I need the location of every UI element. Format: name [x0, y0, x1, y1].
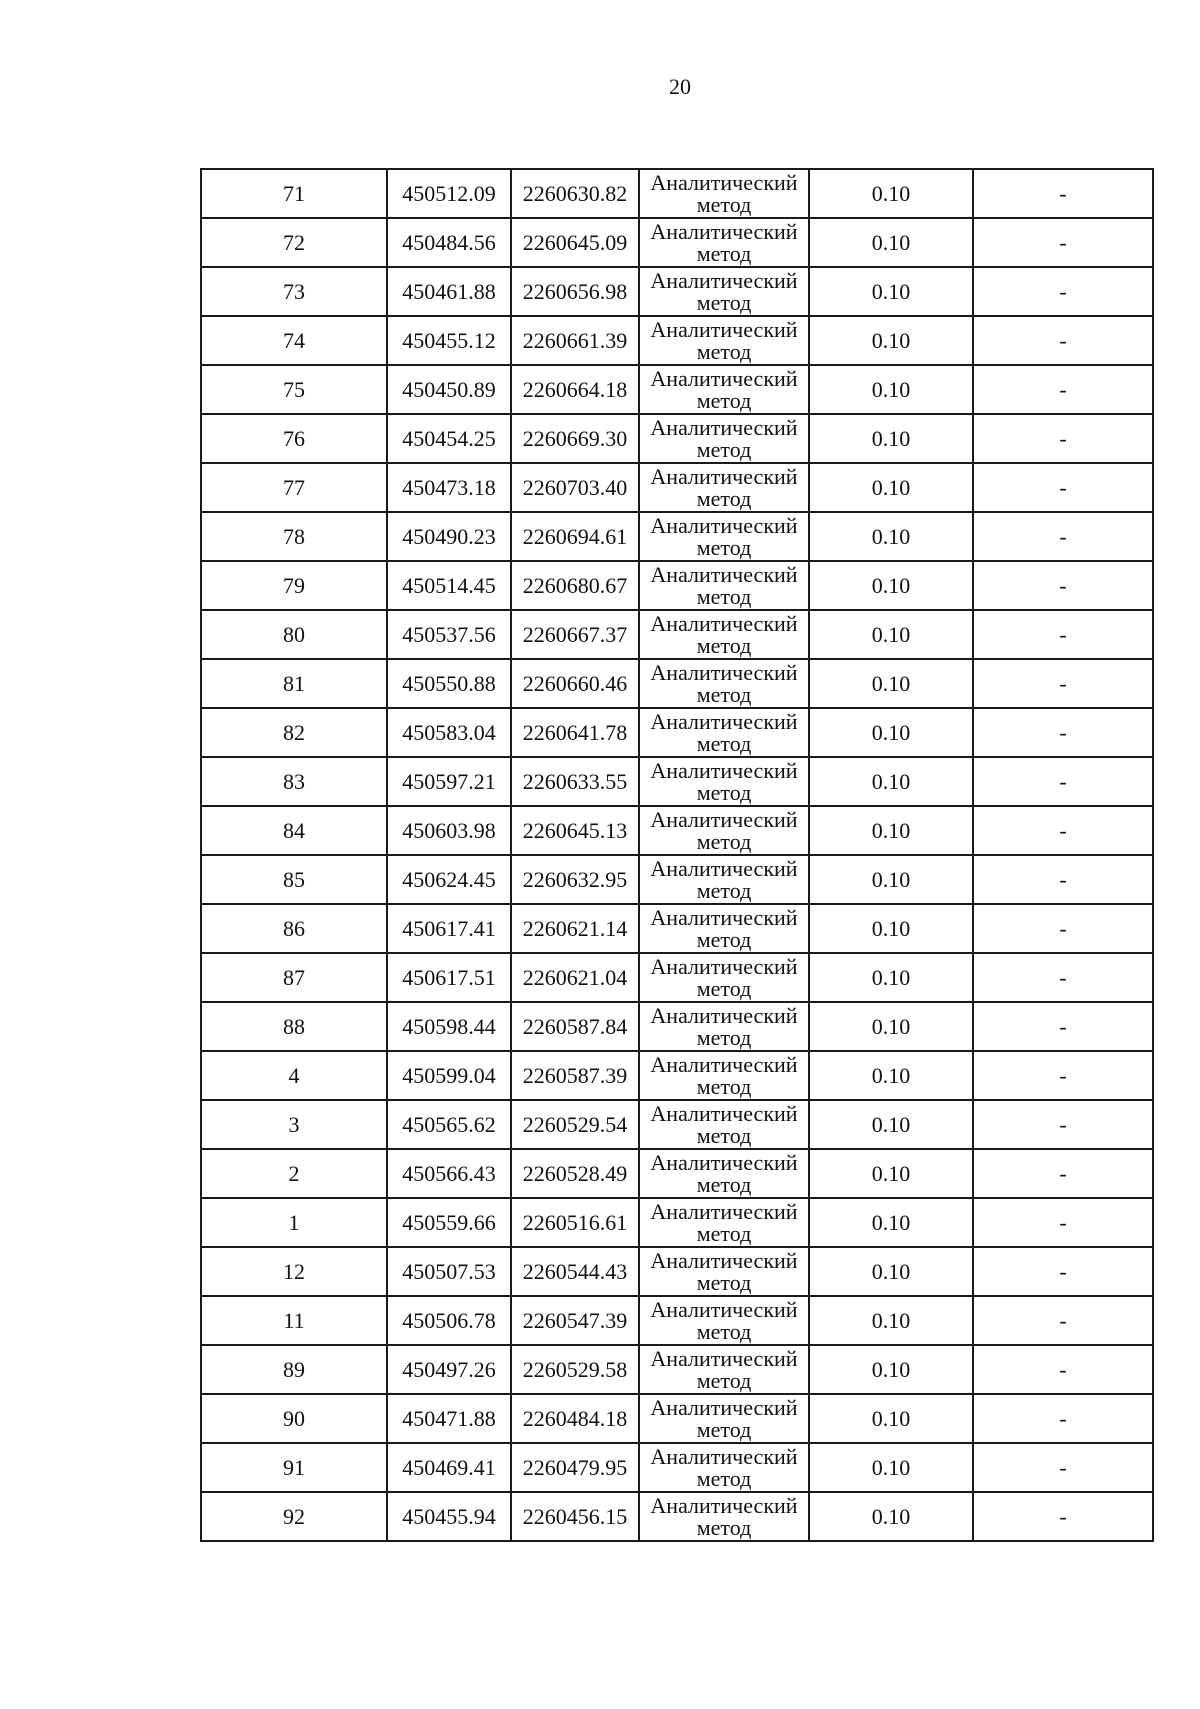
note-cell: -: [973, 659, 1153, 708]
point-number-cell: 78: [201, 512, 387, 561]
method-line-2: метод: [696, 632, 752, 658]
method-line-1: Аналитический: [650, 561, 798, 587]
x-coordinate-cell: 450624.45: [387, 855, 511, 904]
point-number-cell: 76: [201, 414, 387, 463]
table-row: [201, 1002, 1153, 1051]
accuracy-cell: 0.10: [809, 1296, 973, 1345]
x-coordinate-cell: 450512.09: [387, 169, 511, 218]
accuracy-cell: 0.10: [809, 757, 973, 806]
method-line-2: метод: [696, 1465, 752, 1491]
method-line-2: метод: [696, 1514, 752, 1540]
point-number-cell: 75: [201, 365, 387, 414]
method-cell: [639, 1198, 809, 1247]
y-coordinate-cell: 2260669.30: [511, 414, 639, 463]
y-coordinate-cell: 2260484.18: [511, 1394, 639, 1443]
method-line-1: Аналитический: [650, 1345, 798, 1371]
note-cell: -: [973, 512, 1153, 561]
method-line-1: Аналитический: [650, 512, 798, 538]
method-line-1: Аналитический: [650, 218, 798, 244]
note-cell: -: [973, 1149, 1153, 1198]
x-coordinate-cell: 450537.56: [387, 610, 511, 659]
x-coordinate-cell: 450473.18: [387, 463, 511, 512]
y-coordinate-cell: 2260456.15: [511, 1492, 639, 1541]
method-line-1: Аналитический: [650, 414, 798, 440]
point-number-cell: 90: [201, 1394, 387, 1443]
x-coordinate-cell: 450617.51: [387, 953, 511, 1002]
method-cell: [639, 365, 809, 414]
y-coordinate-cell: 2260630.82: [511, 169, 639, 218]
method-line-1: Аналитический: [650, 904, 798, 930]
table-row: [201, 953, 1153, 1002]
method-line-1: Аналитический: [650, 806, 798, 832]
point-number-cell: 80: [201, 610, 387, 659]
method-cell: [639, 610, 809, 659]
note-cell: -: [973, 1051, 1153, 1100]
point-number-cell: 87: [201, 953, 387, 1002]
method-cell: [639, 1051, 809, 1100]
y-coordinate-cell: 2260547.39: [511, 1296, 639, 1345]
method-cell: [639, 463, 809, 512]
method-line-1: Аналитический: [650, 1198, 798, 1224]
page-number: 20: [669, 74, 691, 99]
x-coordinate-cell: 450617.41: [387, 904, 511, 953]
method-cell: [639, 512, 809, 561]
note-cell: -: [973, 1492, 1153, 1541]
method-line-1: Аналитический: [650, 757, 798, 783]
point-number-cell: 77: [201, 463, 387, 512]
note-cell: -: [973, 561, 1153, 610]
note-cell: -: [973, 463, 1153, 512]
table-row: [201, 1492, 1153, 1541]
method-line-2: метод: [696, 1220, 752, 1246]
table-row: [201, 218, 1153, 267]
y-coordinate-cell: 2260544.43: [511, 1247, 639, 1296]
table-body: [201, 169, 1153, 1541]
method-line-1: Аналитический: [650, 610, 798, 636]
y-coordinate-cell: 2260703.40: [511, 463, 639, 512]
method-line-2: метод: [696, 1171, 752, 1197]
method-line-1: Аналитический: [650, 1296, 798, 1322]
note-cell: -: [973, 855, 1153, 904]
y-coordinate-cell: 2260479.95: [511, 1443, 639, 1492]
y-coordinate-cell: 2260587.39: [511, 1051, 639, 1100]
method-cell: [639, 414, 809, 463]
point-number-cell: 3: [201, 1100, 387, 1149]
table-row: [201, 1100, 1153, 1149]
y-coordinate-cell: 2260680.67: [511, 561, 639, 610]
y-coordinate-cell: 2260516.61: [511, 1198, 639, 1247]
note-cell: -: [973, 1002, 1153, 1051]
note-cell: -: [973, 806, 1153, 855]
table-row: [201, 1443, 1153, 1492]
method-line-1: Аналитический: [650, 1149, 798, 1175]
note-cell: -: [973, 708, 1153, 757]
y-coordinate-cell: 2260528.49: [511, 1149, 639, 1198]
method-line-1: Аналитический: [650, 365, 798, 391]
y-coordinate-cell: 2260632.95: [511, 855, 639, 904]
method-cell: [639, 953, 809, 1002]
method-line-2: метод: [696, 779, 752, 805]
note-cell: -: [973, 757, 1153, 806]
method-line-1: Аналитический: [650, 855, 798, 881]
x-coordinate-cell: 450454.25: [387, 414, 511, 463]
method-cell: [639, 316, 809, 365]
method-line-2: метод: [696, 681, 752, 707]
method-line-2: метод: [696, 485, 752, 511]
x-coordinate-cell: 450461.88: [387, 267, 511, 316]
method-cell: [639, 1345, 809, 1394]
method-line-1: Аналитический: [650, 708, 798, 734]
x-coordinate-cell: 450514.45: [387, 561, 511, 610]
x-coordinate-cell: 450506.78: [387, 1296, 511, 1345]
table-row: [201, 904, 1153, 953]
table-row: [201, 610, 1153, 659]
table-row: [201, 757, 1153, 806]
coordinates-table: [200, 168, 1154, 1542]
method-line-1: Аналитический: [650, 1100, 798, 1126]
accuracy-cell: 0.10: [809, 1198, 973, 1247]
method-line-2: метод: [696, 191, 752, 217]
y-coordinate-cell: 2260656.98: [511, 267, 639, 316]
method-cell: [639, 757, 809, 806]
method-cell: [639, 218, 809, 267]
method-cell: [639, 708, 809, 757]
point-number-cell: 74: [201, 316, 387, 365]
table-row: [201, 1296, 1153, 1345]
method-line-2: метод: [696, 828, 752, 854]
y-coordinate-cell: 2260529.58: [511, 1345, 639, 1394]
method-line-1: Аналитический: [650, 659, 798, 685]
method-line-2: метод: [696, 975, 752, 1001]
accuracy-cell: 0.10: [809, 463, 973, 512]
point-number-cell: 1: [201, 1198, 387, 1247]
table-row: [201, 365, 1153, 414]
point-number-cell: 84: [201, 806, 387, 855]
accuracy-cell: 0.10: [809, 610, 973, 659]
method-line-2: метод: [696, 877, 752, 903]
accuracy-cell: 0.10: [809, 512, 973, 561]
x-coordinate-cell: 450597.21: [387, 757, 511, 806]
accuracy-cell: 0.10: [809, 806, 973, 855]
x-coordinate-cell: 450565.62: [387, 1100, 511, 1149]
method-line-2: метод: [696, 338, 752, 364]
method-line-2: метод: [696, 1318, 752, 1344]
method-line-2: метод: [696, 534, 752, 560]
note-cell: -: [973, 267, 1153, 316]
note-cell: -: [973, 953, 1153, 1002]
accuracy-cell: 0.10: [809, 414, 973, 463]
x-coordinate-cell: 450566.43: [387, 1149, 511, 1198]
x-coordinate-cell: 450471.88: [387, 1394, 511, 1443]
point-number-cell: 2: [201, 1149, 387, 1198]
table-row: [201, 1247, 1153, 1296]
point-number-cell: 81: [201, 659, 387, 708]
note-cell: -: [973, 1394, 1153, 1443]
note-cell: -: [973, 1296, 1153, 1345]
y-coordinate-cell: 2260633.55: [511, 757, 639, 806]
note-cell: -: [973, 904, 1153, 953]
note-cell: -: [973, 610, 1153, 659]
table-row: [201, 1051, 1153, 1100]
y-coordinate-cell: 2260664.18: [511, 365, 639, 414]
x-coordinate-cell: 450598.44: [387, 1002, 511, 1051]
accuracy-cell: 0.10: [809, 708, 973, 757]
method-line-2: метод: [696, 240, 752, 266]
method-cell: [639, 1296, 809, 1345]
table-row: [201, 1394, 1153, 1443]
method-line-2: метод: [696, 926, 752, 952]
method-line-1: Аналитический: [650, 267, 798, 293]
method-cell: [639, 1443, 809, 1492]
point-number-cell: 89: [201, 1345, 387, 1394]
x-coordinate-cell: 450455.12: [387, 316, 511, 365]
x-coordinate-cell: 450550.88: [387, 659, 511, 708]
note-cell: -: [973, 365, 1153, 414]
accuracy-cell: 0.10: [809, 659, 973, 708]
point-number-cell: 11: [201, 1296, 387, 1345]
x-coordinate-cell: 450599.04: [387, 1051, 511, 1100]
point-number-cell: 86: [201, 904, 387, 953]
method-line-2: метод: [696, 1122, 752, 1148]
point-number-cell: 92: [201, 1492, 387, 1541]
accuracy-cell: 0.10: [809, 904, 973, 953]
y-coordinate-cell: 2260641.78: [511, 708, 639, 757]
x-coordinate-cell: 450559.66: [387, 1198, 511, 1247]
method-cell: [639, 1149, 809, 1198]
method-line-1: Аналитический: [650, 953, 798, 979]
table-row: [201, 1149, 1153, 1198]
method-line-1: Аналитический: [650, 316, 798, 342]
point-number-cell: 82: [201, 708, 387, 757]
method-cell: [639, 1394, 809, 1443]
y-coordinate-cell: 2260621.04: [511, 953, 639, 1002]
table-row: [201, 1345, 1153, 1394]
y-coordinate-cell: 2260660.46: [511, 659, 639, 708]
accuracy-cell: 0.10: [809, 1002, 973, 1051]
x-coordinate-cell: 450469.41: [387, 1443, 511, 1492]
method-cell: [639, 1100, 809, 1149]
note-cell: -: [973, 1247, 1153, 1296]
method-line-1: Аналитический: [650, 1247, 798, 1273]
point-number-cell: 12: [201, 1247, 387, 1296]
point-number-cell: 83: [201, 757, 387, 806]
point-number-cell: 71: [201, 169, 387, 218]
accuracy-cell: 0.10: [809, 316, 973, 365]
method-line-2: метод: [696, 1024, 752, 1050]
y-coordinate-cell: 2260621.14: [511, 904, 639, 953]
method-line-1: Аналитический: [650, 1394, 798, 1420]
x-coordinate-cell: 450450.89: [387, 365, 511, 414]
x-coordinate-cell: 450455.94: [387, 1492, 511, 1541]
table-row: [201, 169, 1153, 218]
method-line-2: метод: [696, 1073, 752, 1099]
accuracy-cell: 0.10: [809, 953, 973, 1002]
note-cell: -: [973, 1443, 1153, 1492]
x-coordinate-cell: 450484.56: [387, 218, 511, 267]
table-row: [201, 561, 1153, 610]
method-line-1: Аналитический: [650, 1443, 798, 1469]
point-number-cell: 73: [201, 267, 387, 316]
y-coordinate-cell: 2260587.84: [511, 1002, 639, 1051]
accuracy-cell: 0.10: [809, 1345, 973, 1394]
table-row: [201, 806, 1153, 855]
method-line-1: Аналитический: [650, 1492, 798, 1518]
y-coordinate-cell: 2260667.37: [511, 610, 639, 659]
point-number-cell: 79: [201, 561, 387, 610]
table-row: [201, 316, 1153, 365]
method-cell: [639, 561, 809, 610]
method-line-2: метод: [696, 1416, 752, 1442]
table-row: [201, 708, 1153, 757]
method-line-2: метод: [696, 436, 752, 462]
y-coordinate-cell: 2260694.61: [511, 512, 639, 561]
x-coordinate-cell: 450583.04: [387, 708, 511, 757]
accuracy-cell: 0.10: [809, 1247, 973, 1296]
accuracy-cell: 0.10: [809, 1443, 973, 1492]
note-cell: -: [973, 1100, 1153, 1149]
method-line-2: метод: [696, 1367, 752, 1393]
point-number-cell: 85: [201, 855, 387, 904]
table-row: [201, 1198, 1153, 1247]
accuracy-cell: 0.10: [809, 1492, 973, 1541]
table-row: [201, 855, 1153, 904]
method-line-2: метод: [696, 583, 752, 609]
method-line-2: метод: [696, 387, 752, 413]
method-line-2: метод: [696, 1269, 752, 1295]
x-coordinate-cell: 450490.23: [387, 512, 511, 561]
note-cell: -: [973, 218, 1153, 267]
accuracy-cell: 0.10: [809, 267, 973, 316]
x-coordinate-cell: 450507.53: [387, 1247, 511, 1296]
note-cell: -: [973, 169, 1153, 218]
y-coordinate-cell: 2260661.39: [511, 316, 639, 365]
method-cell: [639, 904, 809, 953]
accuracy-cell: 0.10: [809, 365, 973, 414]
x-coordinate-cell: 450497.26: [387, 1345, 511, 1394]
table-row: [201, 659, 1153, 708]
note-cell: -: [973, 1198, 1153, 1247]
accuracy-cell: 0.10: [809, 1100, 973, 1149]
method-line-1: Аналитический: [650, 169, 798, 195]
y-coordinate-cell: 2260529.54: [511, 1100, 639, 1149]
method-cell: [639, 806, 809, 855]
method-cell: [639, 1002, 809, 1051]
method-cell: [639, 169, 809, 218]
point-number-cell: 88: [201, 1002, 387, 1051]
table-row: [201, 463, 1153, 512]
x-coordinate-cell: 450603.98: [387, 806, 511, 855]
method-cell: [639, 855, 809, 904]
point-number-cell: 91: [201, 1443, 387, 1492]
note-cell: -: [973, 1345, 1153, 1394]
method-line-2: метод: [696, 730, 752, 756]
method-cell: [639, 659, 809, 708]
method-line-1: Аналитический: [650, 1051, 798, 1077]
method-cell: [639, 1247, 809, 1296]
accuracy-cell: 0.10: [809, 1394, 973, 1443]
method-cell: [639, 1492, 809, 1541]
accuracy-cell: 0.10: [809, 1051, 973, 1100]
method-line-1: Аналитический: [650, 463, 798, 489]
accuracy-cell: 0.10: [809, 169, 973, 218]
accuracy-cell: 0.10: [809, 561, 973, 610]
table-row: [201, 267, 1153, 316]
note-cell: -: [973, 414, 1153, 463]
y-coordinate-cell: 2260645.13: [511, 806, 639, 855]
point-number-cell: 4: [201, 1051, 387, 1100]
method-line-2: метод: [696, 289, 752, 315]
method-line-1: Аналитический: [650, 1002, 798, 1028]
table-row: [201, 414, 1153, 463]
point-number-cell: 72: [201, 218, 387, 267]
table-row: [201, 512, 1153, 561]
method-cell: [639, 267, 809, 316]
y-coordinate-cell: 2260645.09: [511, 218, 639, 267]
accuracy-cell: 0.10: [809, 855, 973, 904]
accuracy-cell: 0.10: [809, 1149, 973, 1198]
note-cell: -: [973, 316, 1153, 365]
accuracy-cell: 0.10: [809, 218, 973, 267]
